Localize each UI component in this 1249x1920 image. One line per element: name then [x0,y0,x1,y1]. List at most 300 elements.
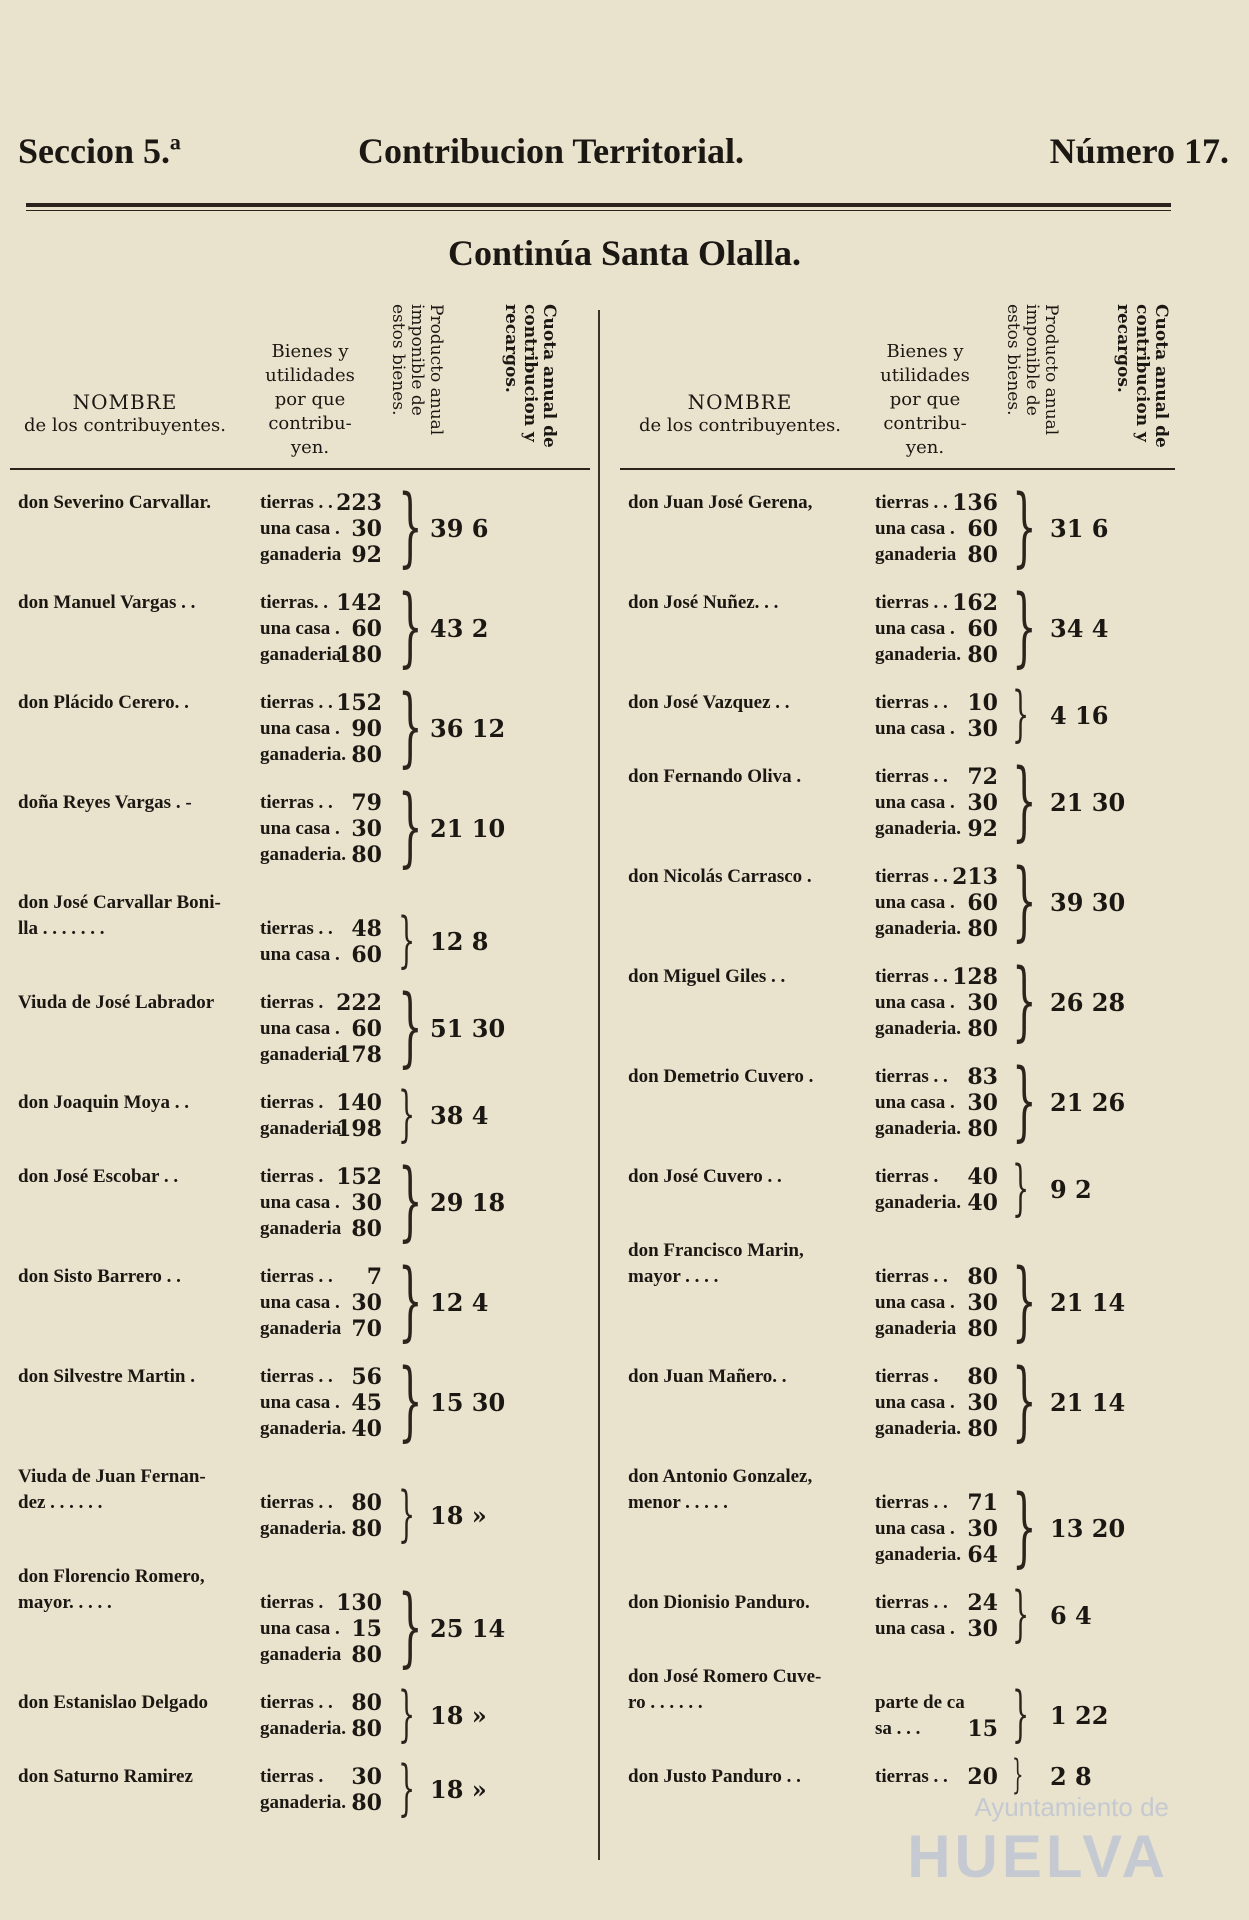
watermark-logo [849,1782,1179,1902]
property-type: ganaderia. [260,1044,347,1065]
annual-quota: 12 8 [430,927,489,956]
taxpayer-name: lla . . . . . . . [18,918,105,939]
property-type: tierras . . [875,966,948,987]
header-cuota: Cuota anual de contribucion y recargos. [1113,304,1171,448]
annual-product-value: 80 [351,842,382,868]
taxpayer-name: don Sisto Barrero . . [18,1266,181,1287]
annual-quota: 18 » [430,1775,487,1804]
annual-quota: 12 4 [430,1288,489,1317]
taxpayer-entry [620,951,1175,1051]
annual-product-value: 60 [967,890,998,916]
annual-product-value: 80 [967,1264,998,1290]
property-type: ganaderia [260,544,342,565]
taxpayer-name: don Antonio Gonzalez, [628,1466,813,1487]
taxpayer-name: ro . . . . . . [628,1692,703,1713]
annual-quota: 38 4 [430,1101,489,1130]
taxpayer-name: don Fernando Oliva . [628,766,802,787]
property-type: una casa . [875,618,955,639]
annual-product-value: 80 [967,542,998,568]
property-type: ganaderia. [260,1792,347,1813]
header-nombre [10,390,240,438]
table-header [620,300,1175,470]
grouping-brace: } [1012,1251,1037,1351]
property-type: tierras . . [260,1492,333,1513]
property-type: ganaderia. [260,1418,347,1439]
section-label: Seccion 5.ª [18,131,181,171]
taxpayer-entry [10,977,590,1077]
property-type: una casa . [260,818,340,839]
header-bienes-line: utilidades [265,365,355,386]
header-bienes [255,340,365,460]
header-bienes-line: Bienes y [271,341,349,362]
taxpayer-name: doña Reyes Vargas . - [18,792,192,813]
property-type: ganaderia [260,644,342,665]
property-type: ganaderia. [260,1718,347,1739]
annual-product-value: 72 [967,764,998,790]
annual-product-value: 30 [967,716,998,742]
property-type: tierras . . [260,492,333,513]
annual-product-value: 70 [351,1316,382,1342]
property-type: una casa . [260,718,340,739]
annual-product-value: 180 [336,642,382,668]
header-bienes-line: yen. [290,437,330,458]
property-type: tierras . [875,1166,939,1187]
annual-product-value: 80 [351,742,382,768]
property-type: ganaderia. [875,1418,962,1439]
property-type: una casa . [260,518,340,539]
annual-product-value: 20 [967,1764,998,1790]
taxpayer-entry [10,1079,590,1149]
taxpayer-entry [10,1564,590,1677]
taxpayer-entry [10,1351,590,1451]
annual-quota: 4 16 [1050,701,1109,730]
annual-product-value: 80 [967,1416,998,1442]
taxpayer-entry [620,679,1175,749]
taxpayer-entry [620,1351,1175,1451]
entries-right [620,470,1175,1812]
grouping-brace: } [398,677,423,777]
annual-quota: 43 2 [430,614,489,643]
property-type: ganaderia. [260,1518,347,1539]
property-type: tierras . . [875,1592,948,1613]
annual-product-value: 80 [967,1116,998,1142]
header-nombre-title: NOMBRE [687,390,793,414]
annual-product-value: 80 [967,1016,998,1042]
annual-product-value: 142 [336,590,382,616]
annual-quota: 25 14 [430,1614,506,1643]
property-type: ganaderia. [260,1118,347,1139]
property-type: tierras . . [875,692,948,713]
grouping-brace: } [398,777,423,877]
annual-product-value: 80 [351,1790,382,1816]
annual-product-value: 30 [351,1764,382,1790]
grouping-brace: } [398,1151,423,1251]
header-producto: Producto anual imponible de estos bienes. [1003,304,1061,436]
annual-product-value: 60 [967,616,998,642]
annual-quota: 13 20 [1050,1514,1126,1543]
annual-product-value: 60 [967,516,998,542]
taxpayer-name: Viuda de José Labrador [18,992,215,1013]
property-type: ganaderia [260,1218,342,1239]
taxpayer-name: mayor. . . . . [18,1592,112,1613]
taxpayer-entry [620,1464,1175,1577]
property-type: una casa . [260,618,340,639]
property-type: tierras . [260,1766,324,1787]
annual-product-value: 60 [351,616,382,642]
grouping-brace: } [1012,1051,1037,1151]
annual-product-value: 30 [967,1290,998,1316]
taxpayer-name: don José Romero Cuve- [628,1666,822,1687]
header-bienes-line: por que [274,389,346,410]
grouping-brace: } [398,477,423,577]
property-type: ganaderia [875,544,957,565]
taxpayer-entry [620,477,1175,577]
annual-product-value: 30 [967,1516,998,1542]
taxpayer-entry [10,677,590,777]
property-type: tierras . . [875,866,948,887]
entries-left [10,470,590,1838]
annual-quota: 26 28 [1050,988,1126,1017]
annual-product-value: 45 [351,1390,382,1416]
taxpayer-name: don Dionisio Panduro. [628,1592,810,1613]
header-rule-thin [26,210,1171,211]
property-type: ganaderia. [875,818,962,839]
header-bienes-line: contribu- [883,413,967,434]
document-title: Contribucion Territorial. [358,131,744,171]
taxpayer-entry [10,777,590,877]
taxpayer-name: Viuda de Juan Fernan- [18,1466,206,1487]
property-type: tierras . . [875,592,948,613]
annual-product-value: 80 [351,1716,382,1742]
taxpayer-name: don José Nuñez. . . [628,592,779,613]
annual-quota: 51 30 [430,1014,506,1043]
taxpayer-entry [10,890,590,975]
property-type: ganaderia. [260,844,347,865]
grouping-brace: } [398,1351,423,1451]
grouping-brace: } [1012,851,1037,951]
annual-product-value: 40 [351,1416,382,1442]
grouping-brace: } [1012,1153,1030,1223]
annual-product-value: 90 [351,716,382,742]
annual-product-value: 56 [351,1364,382,1390]
grouping-brace: } [1012,1351,1037,1451]
header-producto: Producto anual imponible de estos bienes. [388,304,446,436]
annual-product-value: 80 [967,1364,998,1390]
taxpayer-entry [620,851,1175,951]
taxpayer-name: don Juan José Gerena, [628,492,813,513]
annual-quota: 21 30 [1050,788,1126,817]
grouping-brace: } [1012,477,1037,577]
annual-product-value: 71 [967,1490,998,1516]
property-type: una casa . [875,1518,955,1539]
header-bienes-line: contribu- [268,413,352,434]
taxpayer-name: menor . . . . . [628,1492,728,1513]
annual-quota: 34 4 [1050,614,1109,643]
annual-product-value: 92 [351,542,382,568]
property-type: ganaderia. [875,1018,962,1039]
annual-product-value: 30 [351,816,382,842]
annual-quota: 21 14 [1050,1288,1126,1317]
annual-product-value: 80 [351,1642,382,1668]
annual-product-value: 30 [967,1090,998,1116]
annual-quota: 2 8 [1050,1762,1092,1791]
annual-product-value: 30 [351,1190,382,1216]
grouping-brace: } [398,1251,423,1351]
grouping-brace: } [1012,679,1030,749]
annual-product-value: 222 [336,990,382,1016]
property-type: ganaderia. [260,744,347,765]
table-header [10,300,590,470]
property-type: una casa . [260,1392,340,1413]
property-type: una casa . [875,1092,955,1113]
annual-quota: 21 26 [1050,1088,1126,1117]
annual-quota: 29 18 [430,1188,506,1217]
annual-product-value: 30 [351,1290,382,1316]
annual-quota: 39 30 [1050,888,1126,917]
grouping-brace: } [1012,751,1037,851]
taxpayer-entry [620,577,1175,677]
property-type: tierras . . [875,1266,948,1287]
annual-quota: 21 10 [430,814,506,843]
property-type: una casa . [875,718,955,739]
grouping-brace: } [398,1479,416,1549]
taxpayer-name: don Nicolás Carrasco . [628,866,812,887]
annual-product-value: 24 [967,1590,998,1616]
annual-product-value: 79 [351,790,382,816]
annual-product-value: 64 [967,1542,998,1568]
number-label: Número 17. [1049,131,1229,171]
taxpayer-entry [10,1151,590,1251]
taxpayer-name: don Francisco Marin, [628,1240,804,1261]
taxpayer-name: dez . . . . . . [18,1492,103,1513]
property-type: tierras . . [260,1266,333,1287]
annual-product-value: 80 [351,1490,382,1516]
annual-product-value: 30 [967,790,998,816]
annual-quota: 1 22 [1050,1701,1109,1730]
taxpayer-name: don José Vazquez . . [628,692,790,713]
property-type: una casa . [260,944,340,965]
taxpayer-name: don Demetrio Cuvero . [628,1066,814,1087]
annual-product-value: 130 [336,1590,382,1616]
grouping-brace: } [398,1679,416,1749]
right-column [620,300,1175,1812]
property-type: tierras . [260,1092,324,1113]
annual-product-value: 30 [967,1390,998,1416]
property-type: una casa . [875,518,955,539]
grouping-brace: } [398,1079,416,1149]
taxpayer-entry [620,1579,1175,1649]
annual-product-value: 80 [967,916,998,942]
watermark-line2: HUELVA [907,1823,1169,1890]
property-type: una casa . [260,1018,340,1039]
property-type: tierras . . [875,1066,948,1087]
taxpayer-name: don Florencio Romero, [18,1566,205,1587]
subtitle: Continúa Santa Olalla. [447,233,802,273]
annual-product-value: 30 [967,1616,998,1642]
property-type: una casa . [260,1292,340,1313]
annual-quota: 15 30 [430,1388,506,1417]
annual-product-value: 162 [952,590,998,616]
property-type: una casa . [875,1292,955,1313]
taxpayer-name: don Plácido Cerero. . [18,692,189,713]
property-type: tierras . [260,1592,324,1613]
annual-product-value: 15 [351,1616,382,1642]
annual-product-value: 83 [967,1064,998,1090]
grouping-brace: } [1012,1579,1030,1649]
taxpayer-entry [620,1153,1175,1223]
taxpayer-entry [620,751,1175,851]
header-nombre-sub: de los contribuyentes. [639,415,841,436]
taxpayer-name: don Severino Carvallar. [18,492,211,513]
property-type: tierras . . [875,1766,948,1787]
property-type: ganaderia [260,1644,342,1665]
property-type: tierras . . [875,1492,948,1513]
property-type: una casa . [875,1618,955,1639]
property-type: tierras . [260,1166,324,1187]
grouping-brace: } [398,577,423,677]
taxpayer-name: don Juan Mañero. . [628,1366,787,1387]
property-type: tierras . . [260,918,333,939]
annual-product-value: 80 [967,642,998,668]
annual-product-value: 80 [967,1316,998,1342]
annual-quota: 36 12 [430,714,506,743]
property-type: una casa . [875,1392,955,1413]
grouping-brace: } [1012,1477,1037,1577]
grouping-brace: } [1012,1752,1024,1798]
annual-product-value: 136 [952,490,998,516]
annual-product-value: 92 [967,816,998,842]
annual-product-value: 40 [967,1190,998,1216]
annual-product-value: 128 [952,964,998,990]
header-bienes-line: Bienes y [886,341,964,362]
taxpayer-entry [10,1464,590,1549]
property-type: tierras . . [260,692,333,713]
property-type: una casa . [875,992,955,1013]
taxpayer-name: don José Cuvero . . [628,1166,782,1187]
grouping-brace: } [1012,577,1037,677]
taxpayer-entry [10,577,590,677]
taxpayer-name: don Manuel Vargas . . [18,592,196,613]
annual-product-value: 140 [336,1090,382,1116]
taxpayer-name: don Miguel Giles . . [628,966,786,987]
taxpayer-name: don Silvestre Martin . [18,1366,195,1387]
annual-quota: 18 » [430,1701,487,1730]
header-bienes-line: por que [889,389,961,410]
property-type: ganaderia. [875,1544,962,1565]
header-bienes [870,340,980,460]
left-column [10,300,590,1838]
grouping-brace: } [398,977,423,1077]
header-nombre-title: NOMBRE [72,390,178,414]
taxpayer-entry [10,1251,590,1351]
annual-product-value: 223 [336,490,382,516]
taxpayer-entry [620,1051,1175,1151]
grouping-brace: } [1012,1679,1030,1749]
annual-product-value: 10 [967,690,998,716]
grouping-brace: } [398,905,416,975]
property-type: tierras . . [260,792,333,813]
watermark-line1: Ayuntamiento de [974,1792,1169,1822]
annual-product-value: 198 [336,1116,382,1142]
annual-product-value: 178 [336,1042,382,1068]
annual-quota: 9 2 [1050,1175,1092,1204]
annual-product-value: 80 [351,1690,382,1716]
annual-product-value: 152 [336,690,382,716]
grouping-brace: } [1012,951,1037,1051]
taxpayer-name: don José Carvallar Boni- [18,892,221,913]
taxpayer-name: don José Escobar . . [18,1166,179,1187]
annual-product-value: 213 [952,864,998,890]
property-type: tierras . . [260,1692,333,1713]
annual-quota: 18 » [430,1501,487,1530]
annual-product-value: 30 [351,516,382,542]
annual-quota: 39 6 [430,514,489,543]
property-type: una casa . [875,892,955,913]
property-type: tierras . [260,992,324,1013]
grouping-brace: } [398,1577,423,1677]
annual-quota: 21 14 [1050,1388,1126,1417]
property-type: ganaderia. [875,1118,962,1139]
annual-product-value: 15 [967,1716,998,1742]
taxpayer-entry [10,477,590,577]
annual-product-value: 30 [967,990,998,1016]
grouping-brace: } [398,1753,416,1823]
property-type: tierras. . [260,592,329,613]
property-type: ganaderia [260,1318,342,1339]
property-type: una casa . [260,1192,340,1213]
header-cuota: Cuota anual de contribucion y recargos. [501,304,559,448]
annual-product-value: 60 [351,942,382,968]
property-type: tierras . . [875,492,948,513]
header-bienes-line: yen. [905,437,945,458]
annual-quota: 6 4 [1050,1601,1092,1630]
header-rule [26,203,1171,207]
annual-product-value: 80 [351,1516,382,1542]
property-type: ganaderia [875,1318,957,1339]
taxpayer-entry [10,1679,590,1749]
taxpayer-entry [10,1753,590,1823]
annual-quota: 31 6 [1050,514,1109,543]
property-type: parte de ca [875,1692,965,1713]
property-type: tierras . [875,1366,939,1387]
taxpayer-name: don Saturno Ramirez [18,1766,193,1787]
header-bienes-line: utilidades [880,365,970,386]
property-type: ganaderia. [875,918,962,939]
property-type: ganaderia. [875,644,962,665]
header-nombre [620,390,860,438]
annual-product-value [938,1690,998,1716]
taxpayer-entry [620,1238,1175,1351]
taxpayer-name: don Justo Panduro . . [628,1766,801,1787]
annual-product-value: 80 [351,1216,382,1242]
property-type: una casa . [260,1618,340,1639]
annual-product-value: 60 [351,1016,382,1042]
property-type: tierras . . [260,1366,333,1387]
property-type: una casa . [875,792,955,813]
annual-product-value: 152 [336,1164,382,1190]
header-nombre-sub: de los contribuyentes. [24,415,226,436]
page-header [18,130,1229,180]
property-type: sa . . . [875,1718,921,1739]
taxpayer-name: mayor . . . . [628,1266,719,1287]
property-type: ganaderia. [875,1192,962,1213]
annual-product-value: 48 [351,916,382,942]
annual-product-value: 7 [366,1264,382,1290]
annual-product-value: 40 [967,1164,998,1190]
taxpayer-name: don Estanislao Delgado [18,1692,209,1713]
taxpayer-name: don Joaquin Moya . . [18,1092,190,1113]
property-type: tierras . . [875,766,948,787]
